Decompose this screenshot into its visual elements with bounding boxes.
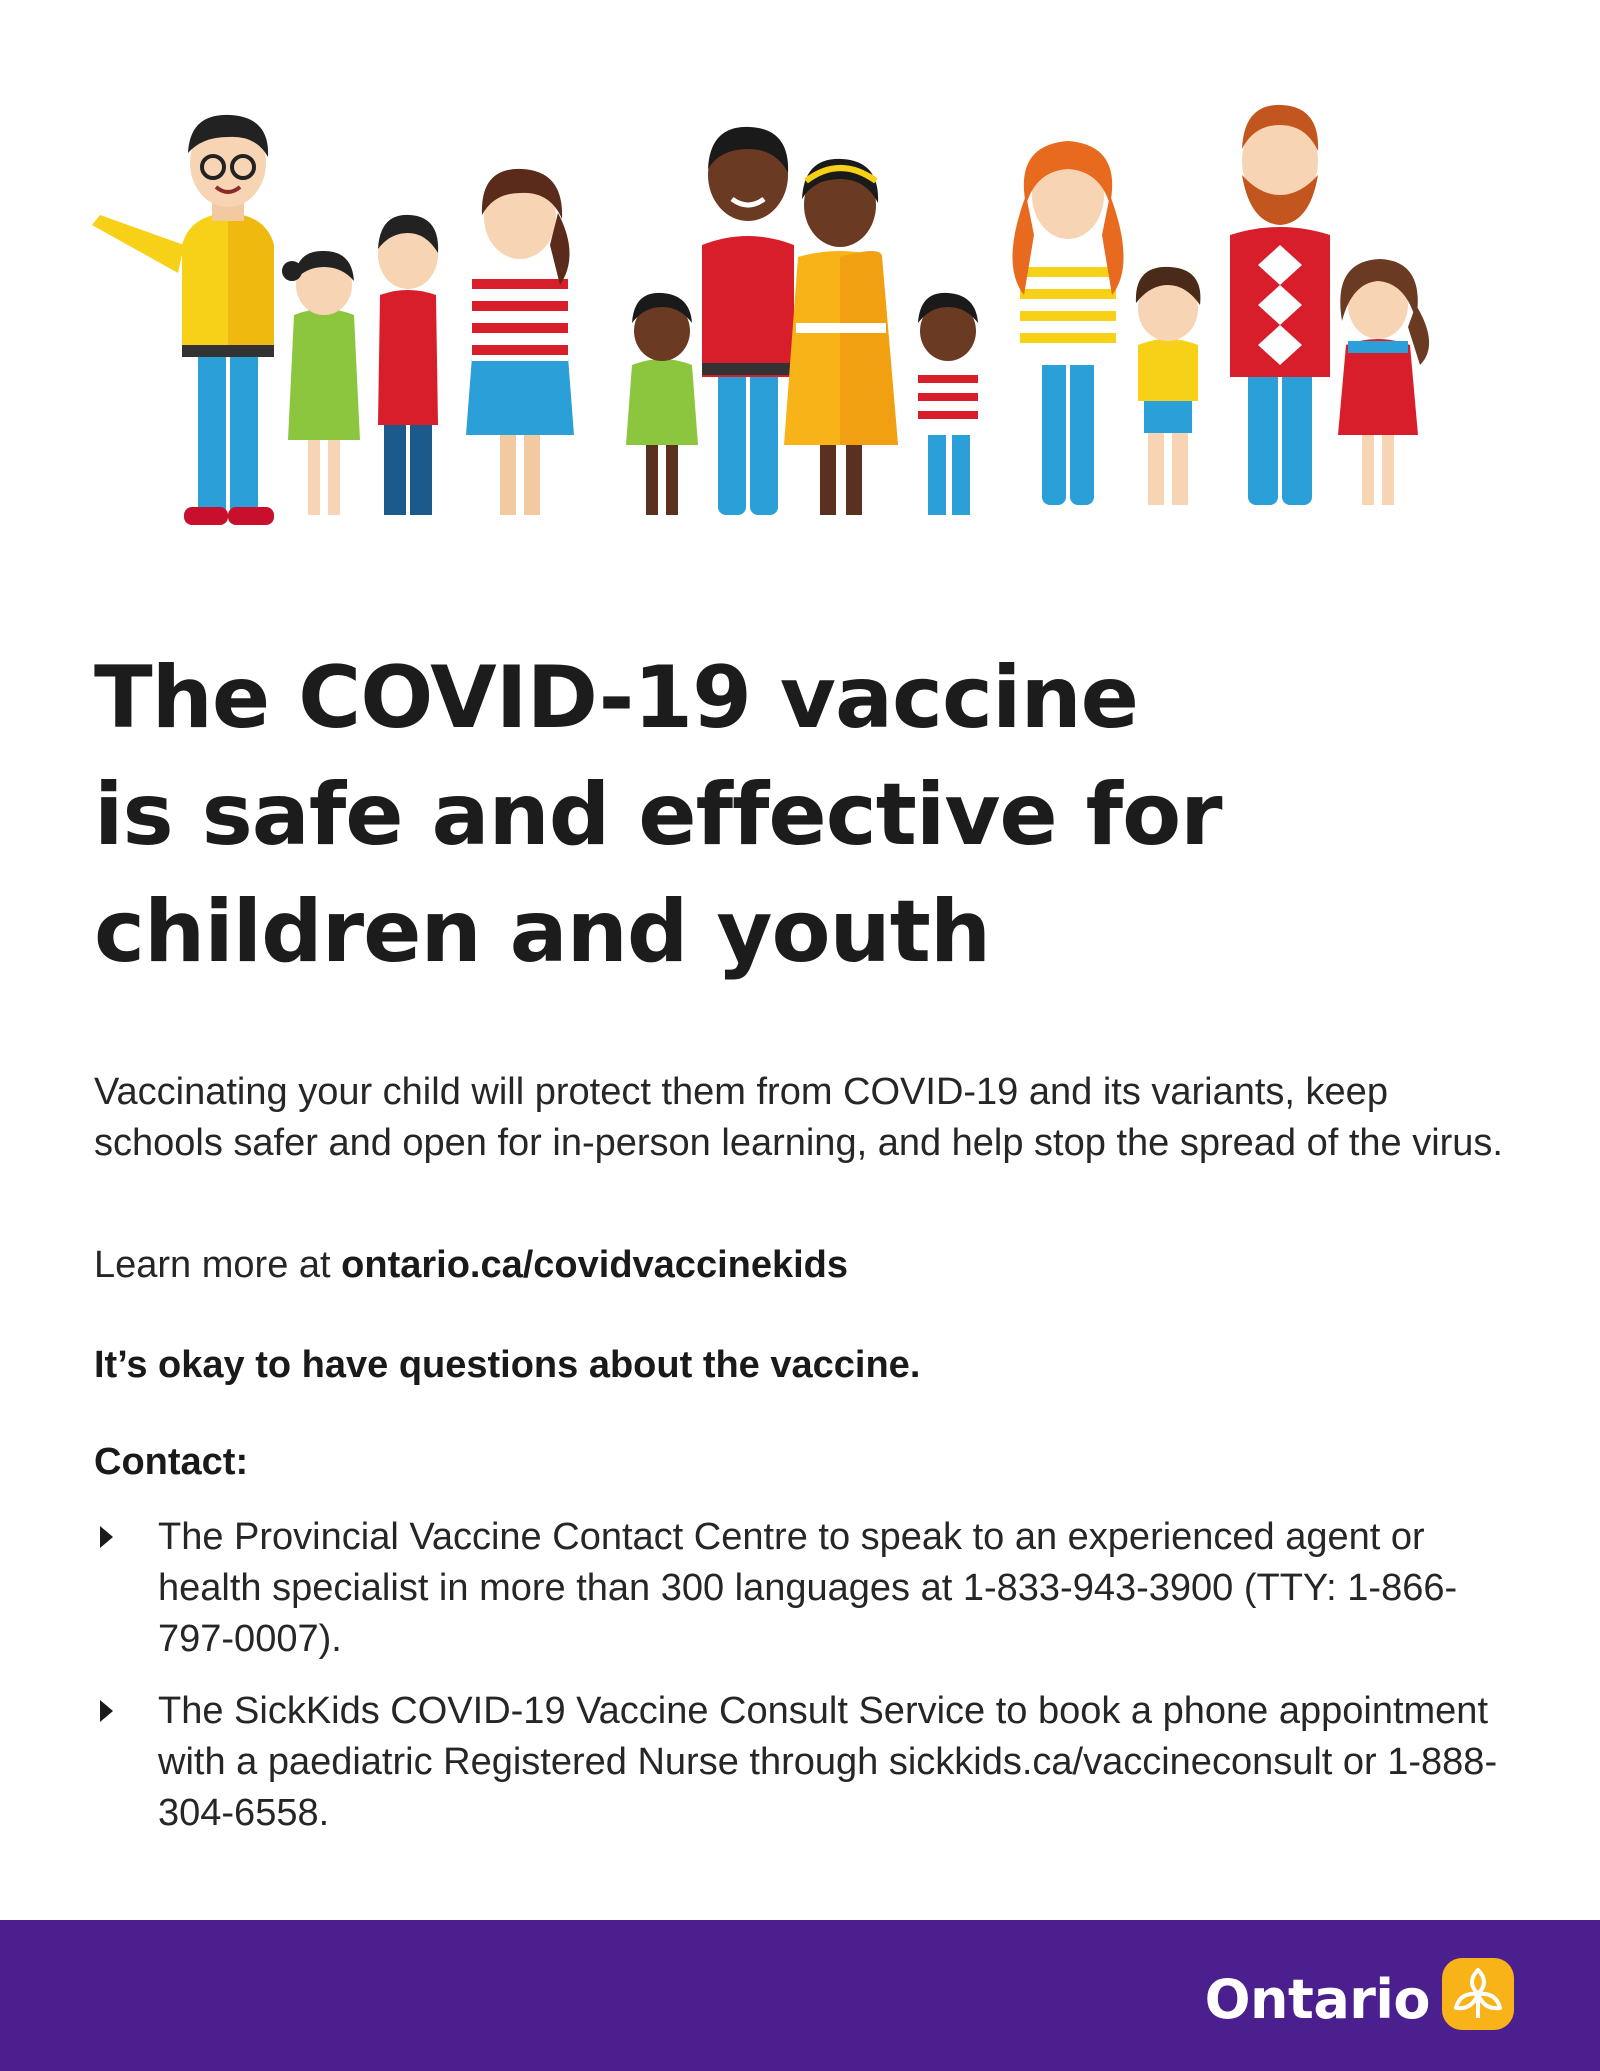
- learn-more-link[interactable]: ontario.ca/covidvaccinekids: [341, 1244, 849, 1286]
- figure-woman-yellow: [784, 159, 898, 515]
- headline: [94, 640, 1494, 991]
- figure-boy-yellow: [1136, 267, 1201, 505]
- headline-line-3: children and youth: [94, 882, 991, 982]
- intro-paragraph: Vaccinating your child will protect them from COVID-19 and its variants, keep schools safer and open for in-person learning, and help stop the spread of the virus.: [94, 1071, 1503, 1164]
- figure-girl-red: [1338, 259, 1429, 505]
- figure-man-beard: [1230, 105, 1330, 505]
- contact-heading: Contact:: [94, 1441, 249, 1483]
- figure-girl-green-2: [626, 293, 698, 515]
- figure-girl-green: [282, 251, 360, 515]
- footer-bar: [0, 1920, 1600, 2071]
- trillium-logo-icon: [1440, 1956, 1516, 2032]
- ontario-wordmark: Ontario: [1204, 1968, 1430, 2031]
- figure-man-glasses: [92, 115, 274, 525]
- figure-boy-stripes: [918, 293, 978, 515]
- contact-item-text: The SickKids COVID-19 Vaccine Consult Service to book a phone appointment with a paediatric Registered Nurse through sickkids.ca/vaccineconsult or 1-888-304-6558.: [158, 1690, 1498, 1834]
- questions-statement: It’s okay to have questions about the vaccine.: [94, 1344, 921, 1386]
- figure-boy-red-vest: [378, 215, 438, 515]
- learn-more-line: [94, 1240, 1514, 1291]
- figure-woman-stripes: [466, 169, 574, 515]
- headline-line-1: The COVID-19 vaccine: [94, 648, 1138, 748]
- contact-item-provincial-centre: [94, 1512, 1524, 1665]
- contact-item-text: The Provincial Vaccine Contact Centre to speak to an experienced agent or health specialist in more than 300 languages at 1-833-943-3900 (TTY: 1-866-797-0007).: [158, 1516, 1458, 1660]
- family-illustration: [80, 95, 1520, 565]
- bullet-arrow-icon: [100, 1700, 113, 1722]
- figure-man-red: [702, 127, 794, 515]
- figure-woman-redhair: [1012, 141, 1123, 505]
- contact-item-sickkids-service: [94, 1686, 1524, 1839]
- headline-line-2: is safe and effective for: [94, 765, 1222, 865]
- bullet-arrow-icon: [100, 1526, 113, 1548]
- learn-more-prefix: Learn more at: [94, 1244, 342, 1286]
